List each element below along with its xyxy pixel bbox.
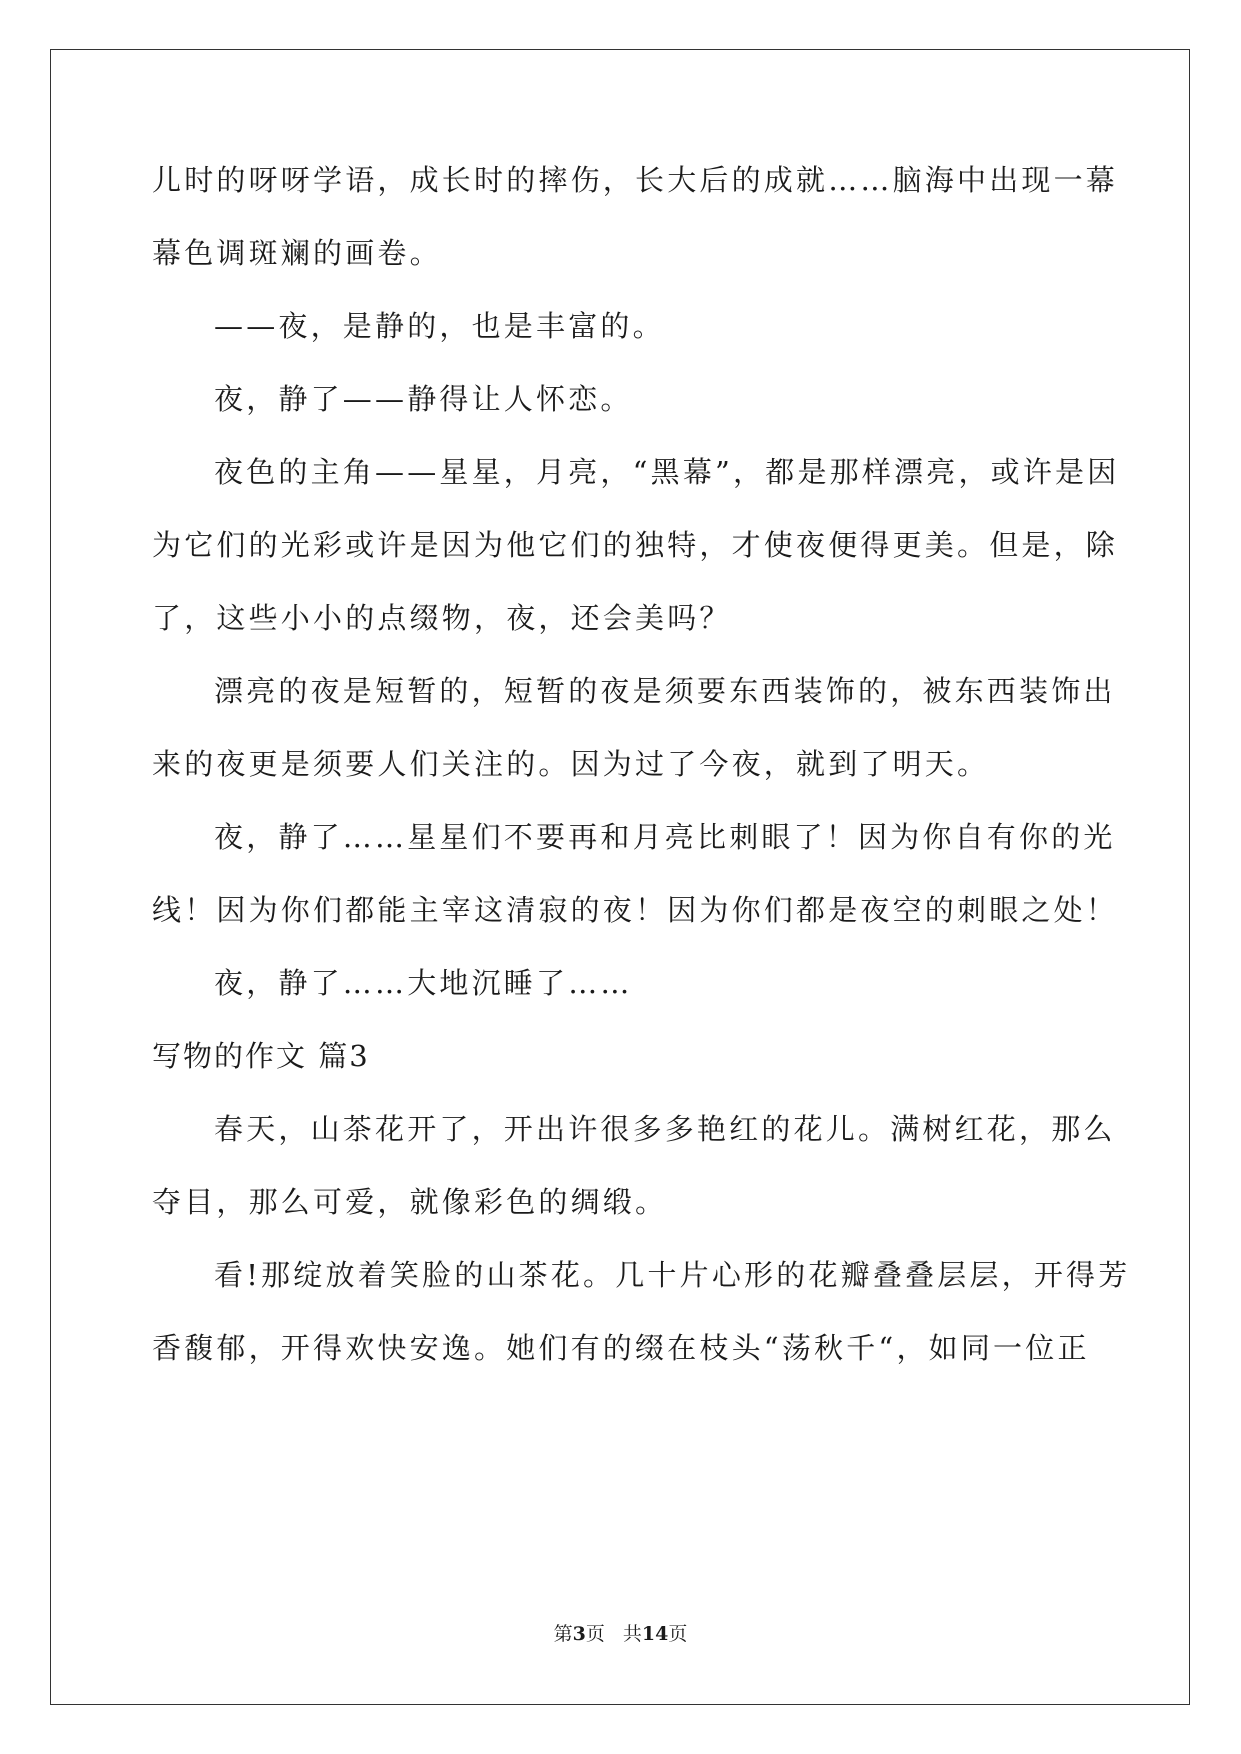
section-heading: 写物的作文 篇3 [152, 1039, 370, 1073]
text-line: 看!那绽放着笑脸的山茶花。几十片心形的花瓣叠叠层层，开得芳 [214, 1258, 1131, 1292]
text-line: 香馥郁，开得欢快安逸。她们有的缀在枝头“荡秋千“，如同一位正 [152, 1331, 1090, 1365]
text-line: 为它们的光彩或许是因为他它们的独特，才使夜便得更美。但是，除 [152, 528, 1119, 562]
page-footer [0, 1622, 1241, 1646]
page-border [50, 49, 1190, 1705]
text-line: 夺目，那么可爱，就像彩色的绸缎。 [152, 1185, 668, 1219]
page-prefix: 第 [553, 1623, 573, 1645]
text-line: 儿时的呀呀学语，成长时的摔伤，长大后的成就……脑海中出现一幕 [152, 163, 1119, 197]
text-line: 漂亮的夜是短暂的，短暂的夜是须要东西装饰的，被东西装饰出 [214, 674, 1116, 708]
page-number: 3 [572, 1623, 586, 1645]
text-line: 来的夜更是须要人们关注的。因为过了今夜，就到了明天。 [152, 747, 990, 781]
text-line: ——夜，是静的，也是丰富的。 [214, 309, 665, 343]
text-line: 夜色的主角——星星，月亮，“黑幕”，都是那样漂亮，或许是因 [214, 455, 1120, 489]
text-line: 夜，静了——静得让人怀恋。 [214, 382, 633, 416]
text-line: 了，这些小小的点缀物，夜，还会美吗？ [152, 601, 732, 635]
text-line: 夜，静了……星星们不要再和月亮比刺眼了！因为你自有你的光 [214, 820, 1116, 854]
text-line: 线！因为你们都能主宰这清寂的夜！因为你们都是夜空的刺眼之处！ [152, 893, 1119, 927]
text-line: 春天，山茶花开了，开出许很多多艳红的花儿。满树红花，那么 [214, 1112, 1116, 1146]
text-line: 幕色调斑斓的画卷。 [152, 236, 442, 270]
text-line: 夜，静了……大地沉睡了…… [214, 966, 633, 1000]
total-suffix: 页 [668, 1623, 688, 1645]
page-suffix: 页 [585, 1623, 605, 1645]
total-prefix: 共 [622, 1623, 642, 1645]
total-pages: 14 [641, 1623, 669, 1645]
